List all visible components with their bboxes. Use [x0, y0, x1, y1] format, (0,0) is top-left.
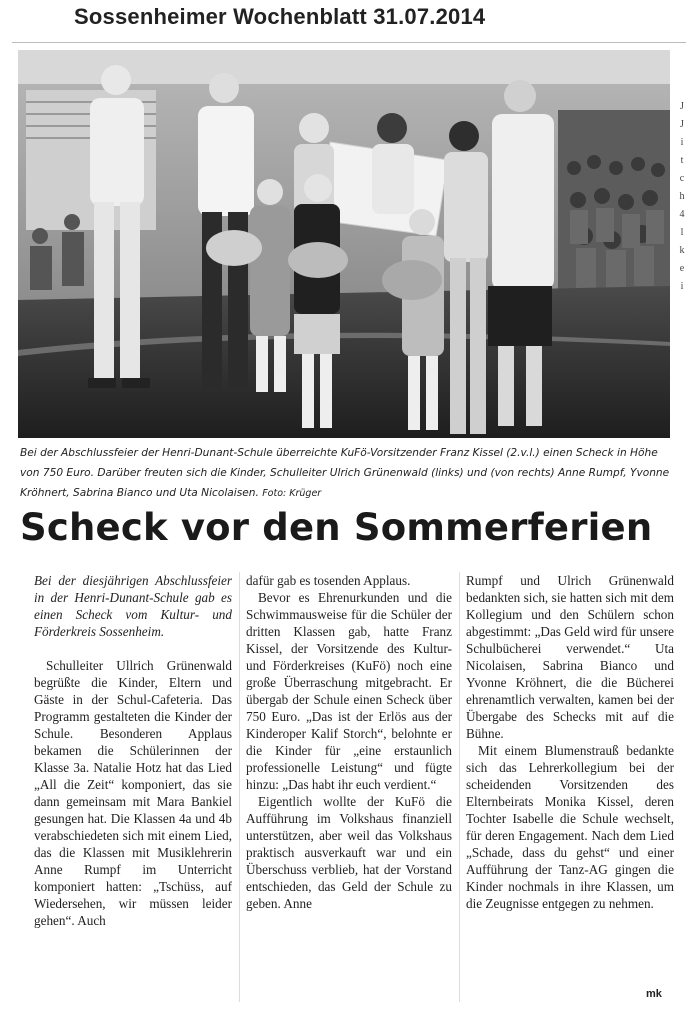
- photo-illustration: [18, 50, 670, 438]
- article-paragraph: dafür gab es tosenden Applaus.: [246, 573, 411, 588]
- article-lead: Bei der diesjährigen Abschlussfeier in der Henri-Dunant-Schule gab es einen Scheck vom Kultur- und Förderkreis Sossenheim.: [34, 573, 232, 639]
- side-letter: J: [680, 119, 684, 130]
- article-column-2: [246, 572, 452, 912]
- photo-credit: Foto: Krüger: [262, 488, 322, 499]
- article-paragraph: Eigentlich wollte der KuFö die Aufführung im Volkshaus finanziell unterstützen, aber weil das Volkshaus praktisch ausverkauft war und ein Überschuss verblieb, hat der Vorstand entschieden, das Geld der Schule zu geben. Anne: [246, 794, 452, 911]
- side-letter: k: [679, 245, 685, 256]
- side-letter: l: [680, 227, 684, 238]
- article-column-3: [466, 572, 674, 912]
- adjacent-column-fragment: [676, 98, 688, 296]
- side-letter: i: [680, 137, 684, 148]
- article-headline: Scheck vor den Sommerferien: [20, 506, 653, 549]
- news-photo: [18, 50, 670, 438]
- side-letter: h: [679, 191, 685, 202]
- side-letter: i: [680, 281, 684, 292]
- author-signature: mk: [646, 988, 662, 1000]
- article-paragraph: Schulleiter Ullrich Grünenwald begrüßte die Kinder, Eltern und Gäste in der Schul-Cafeteria. Das Programm gestalteten die Kinder der Schule. Besonderen Applaus bekamen die Schülerinnen der Klasse 3a. Natalie Hotz hat das Lied „All die Zeit“ komponiert, das sie dann gemeinsam mit Mara Bankiel gesungen hat. Die Klassen 4a und 4b verabschiedeten sich mit einem Lied, das die Klassen mit Musiklehrerin Anne Rumpf im Unterricht komponiert hatten: „Tschüss, auf Wiedersehen, wir müssen leider gehen“. Auch: [34, 658, 232, 928]
- article-paragraph: Mit einem Blumenstrauß bedankte sich das Lehrerkollegium bei der scheidenden Vorsitzenden des Elternbeirats Monika Kissel, deren Tochter Isabelle die Schule wechselt, für deren Engagement. Nach dem Lied „Schade, dass du gehst“ und einer Aufführung der Tanz-AG gingen die Kinder nochmals in ihre Klassen, um die Zeugnisse entgegen zu nehmen.: [466, 743, 674, 911]
- caption-text: Bei der Abschlussfeier der Henri-Dunant-Schule überreichte KuFö-Vorsitzender Franz Kissel (2.v.l.) einen Scheck in Höhe von 750 Euro. Darüber freuten sich die Kinder, Schulleiter Ulrich Grünenwald (links) und (von rechts) Anne Rumpf, Yvonne Kröhnert, Sabrina Bianco und Uta Nicolaisen.: [20, 447, 670, 499]
- column-divider: [459, 572, 460, 1002]
- column-divider: [239, 572, 240, 1002]
- side-letter: J: [680, 101, 684, 112]
- article-paragraph: Rumpf und Ulrich Grünenwald bedankten sich, sie hatten sich mit dem Kollegium und den Schülern schon abgestimmt: „Das Geld wird für unsere Schulbücherei verwendet.“ Uta Nicolaisen, Sabrina Bianco und Yvonne Kröhnert, die die Bücherei ehrenamtlich verwalten, kamen bei der Übergabe des Schecks mit auf die Bühne.: [466, 573, 674, 741]
- article-paragraph: Bevor es Ehrenurkunden und die Schwimmausweise für die Schüler der dritten Klassen gab, hatte Franz Kissel, der Vorsitzende des Kultur- und Förderkreises (KuFö) noch eine große Überraschung mitgebracht. Er übergab der Schule einen Scheck über 750 Euro. „Das ist der Erlös aus der Kinderoper Kalif Storch“, belohnte er die Kinder für „eine erstaunlich professionelle Leistung“ und fügte hinzu: „Das habt ihr euch verdient.“: [246, 590, 452, 792]
- article-column-1: [34, 572, 232, 929]
- side-letter: c: [679, 173, 685, 184]
- side-letter: e: [679, 263, 685, 274]
- header-rule: [12, 42, 686, 43]
- masthead: Sossenheimer Wochenblatt 31.07.2014: [74, 4, 486, 29]
- side-letter: t: [680, 155, 684, 166]
- side-letter: 4: [679, 209, 685, 220]
- photo-caption: [20, 443, 674, 504]
